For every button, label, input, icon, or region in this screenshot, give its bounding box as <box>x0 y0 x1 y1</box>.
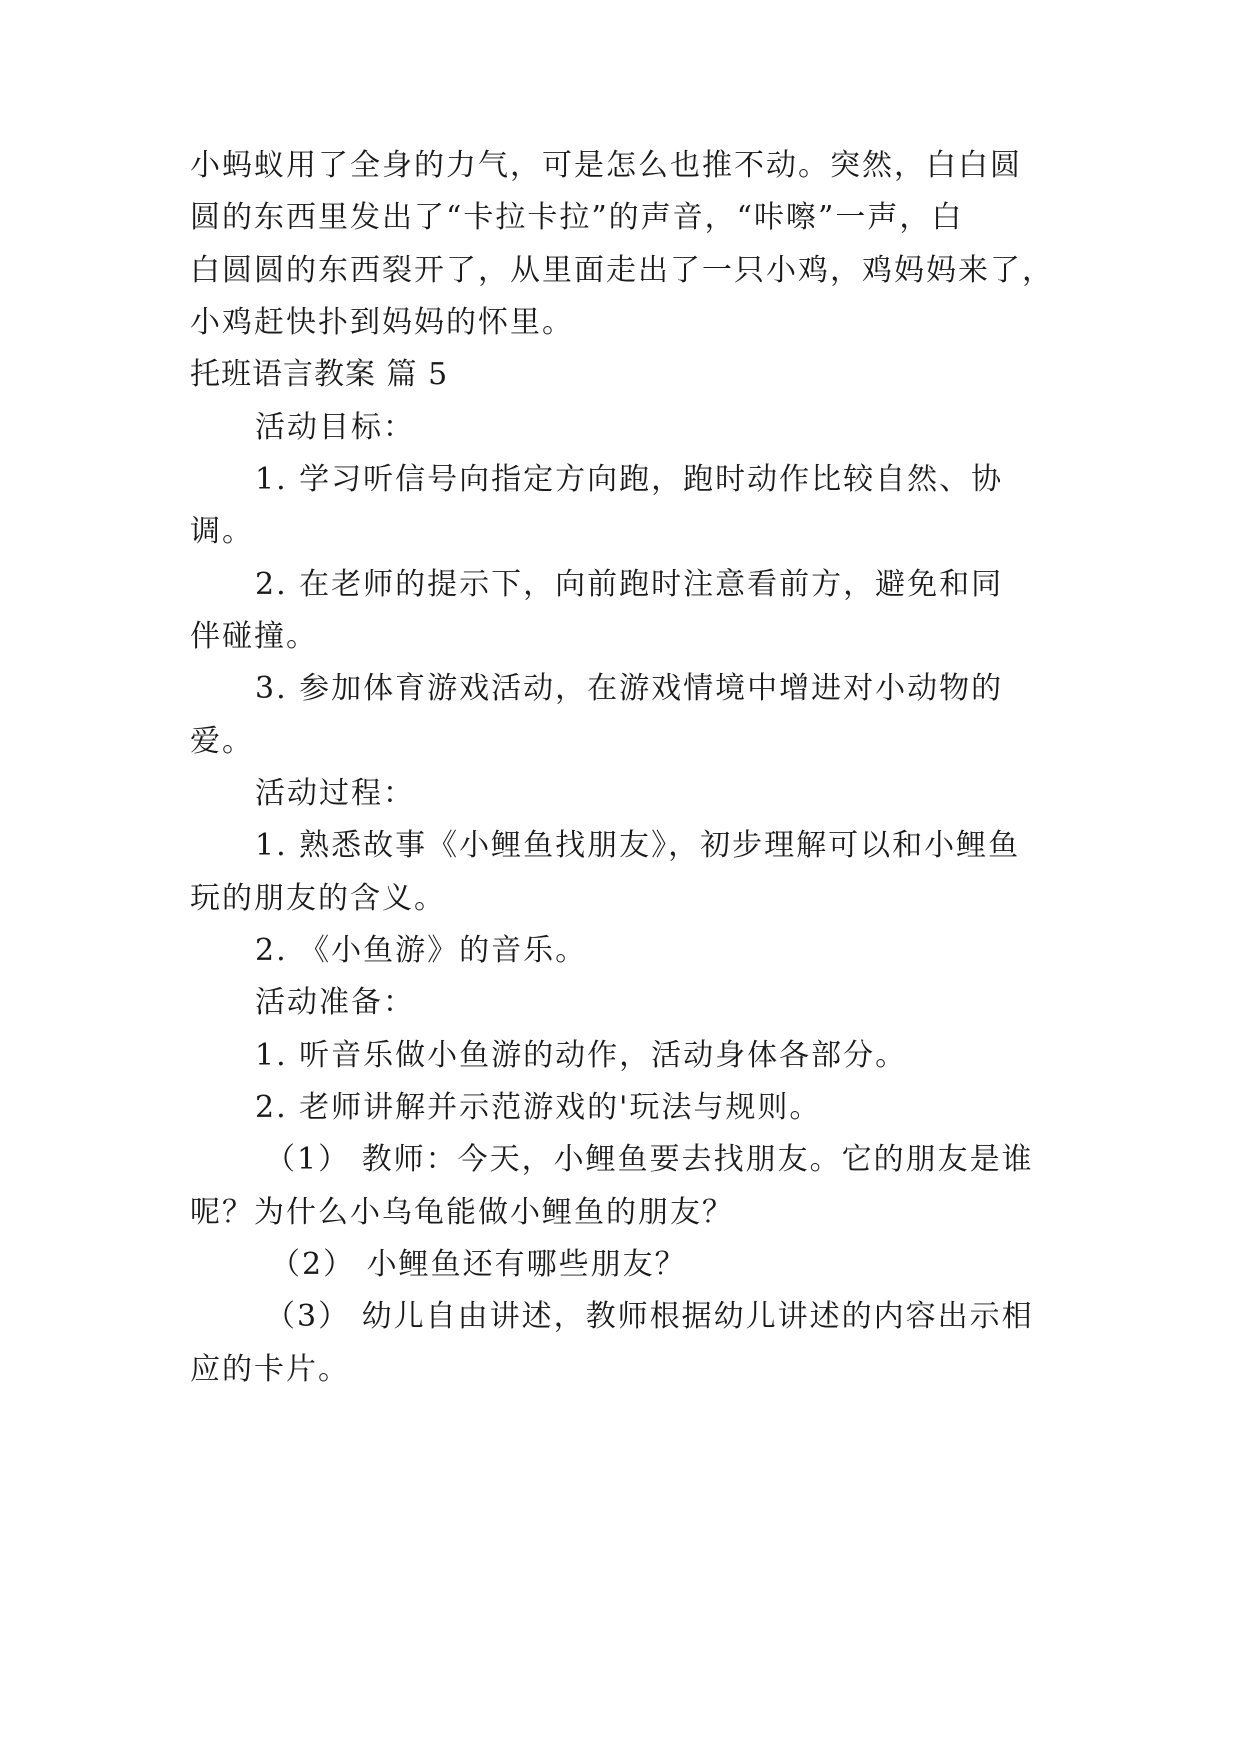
subheading-preparation: 活动准备： <box>255 985 415 1020</box>
sub-list-item: （2） 小鲤鱼还有哪些朋友？ <box>270 1247 687 1282</box>
sub-list-item: （3） 幼儿自由讲述，教师根据幼儿讲述的内容出示相 <box>265 1299 1034 1334</box>
list-item: 3. 参加体育游戏活动，在游戏情境中增进对小动物的 <box>255 671 1004 706</box>
section-heading: 托班语言教案 篇 5 <box>190 357 449 392</box>
list-item: 1. 熟悉故事《小鲤鱼找朋友》，初步理解可以和小鲤鱼 <box>255 828 1021 863</box>
sub-list-item-continuation: 呢？为什么小乌龟能做小鲤鱼的朋友？ <box>190 1195 734 1230</box>
list-item: 2. 《小鱼游》的音乐。 <box>255 933 588 968</box>
sub-list-item: （1） 教师：今天，小鲤鱼要去找朋友。它的朋友是谁 <box>265 1142 1034 1177</box>
list-item-continuation: 爱。 <box>190 724 254 759</box>
list-item-continuation: 调。 <box>190 514 254 549</box>
list-item-continuation: 伴碰撞。 <box>190 619 318 654</box>
paragraph-line: 小鸡赶快扑到妈妈的怀里。 <box>190 305 574 340</box>
list-item: 1. 听音乐做小鱼游的动作，活动身体各部分。 <box>255 1038 908 1073</box>
list-item-continuation: 玩的朋友的含义。 <box>190 881 446 916</box>
list-item: 1. 学习听信号向指定方向跑，跑时动作比较自然、协 <box>255 462 1004 497</box>
subheading-process: 活动过程： <box>255 776 415 811</box>
paragraph-line: 白圆圆的东西裂开了，从里面走出了一只小鸡，鸡妈妈来了， <box>190 253 1054 288</box>
paragraph-line: 小蚂蚁用了全身的力气，可是怎么也推不动。突然，白白圆 <box>190 148 1022 183</box>
sub-list-item-continuation: 应的卡片。 <box>190 1352 350 1387</box>
list-item: 2. 老师讲解并示范游戏的'玩法与规则。 <box>255 1090 822 1125</box>
list-item: 2. 在老师的提示下，向前跑时注意看前方，避免和同 <box>255 567 1004 602</box>
subheading-goals: 活动目标： <box>255 410 415 445</box>
paragraph-line: 圆的东西里发出了“卡拉卡拉”的声音，“咔嚓”一声，白 <box>190 200 964 235</box>
